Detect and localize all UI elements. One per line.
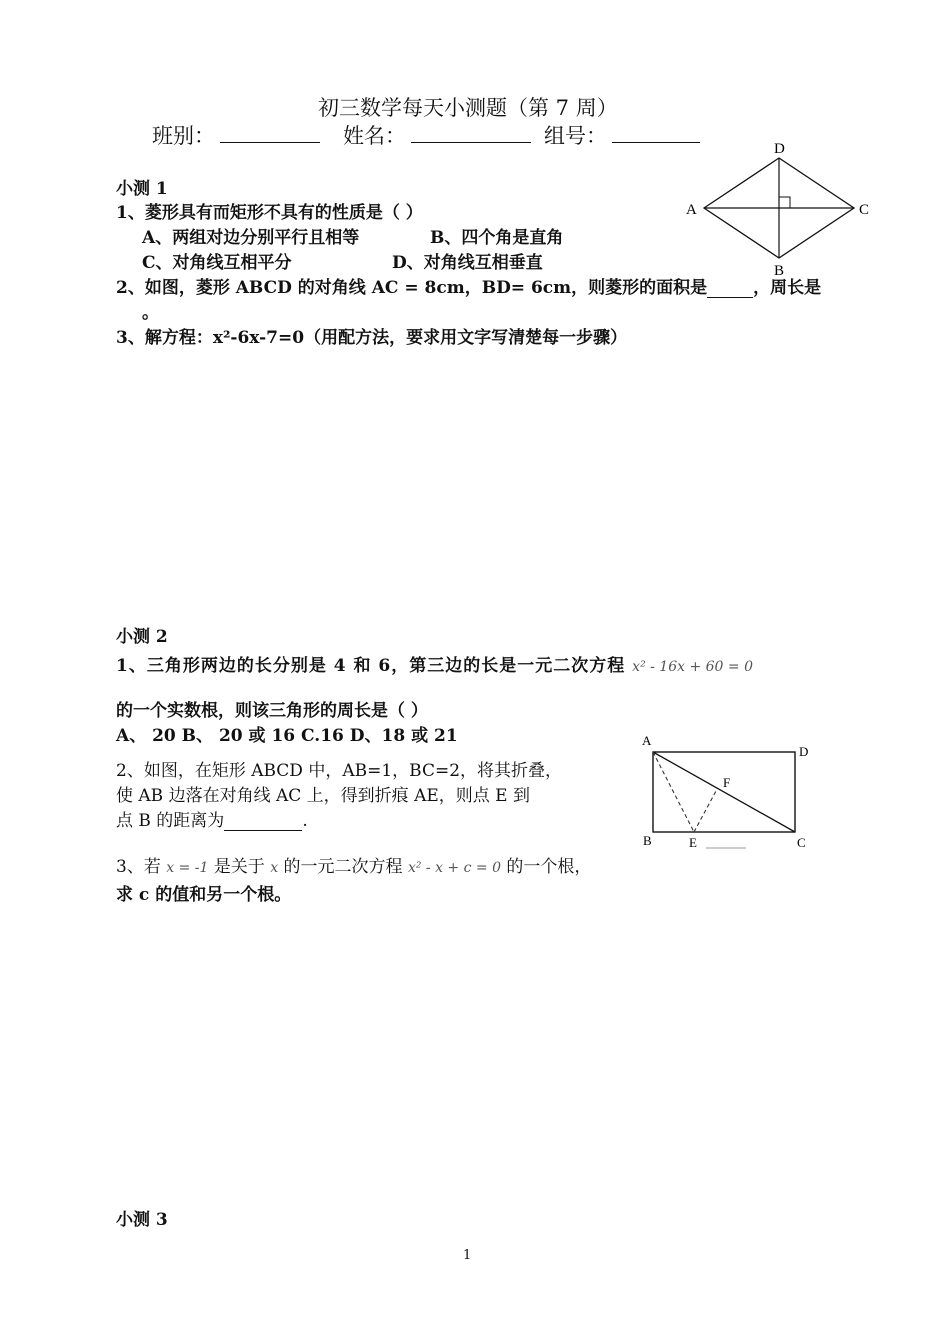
quiz2-q2-text: 点 B 的距离为 — [116, 811, 225, 831]
rect-label-e: E — [689, 835, 697, 850]
quiz2-q2-line2: 使 AB 边落在对角线 AC 上，得到折痕 AE，则点 E 到 — [116, 786, 530, 806]
rect-label-b: B — [643, 833, 652, 848]
quiz2-q3-line1 — [116, 852, 591, 877]
quiz2-q3-text-2: 是关于 — [213, 857, 265, 877]
quiz2-q2-line3 — [116, 806, 308, 831]
page-number: 1 — [463, 1248, 472, 1263]
rect-label-c: C — [797, 835, 806, 850]
fold-line-ef — [694, 791, 716, 832]
rect-label-f: F — [723, 775, 731, 790]
quiz2-q1 — [116, 651, 753, 676]
quiz2-q3-equation: x² - x + c = 0 — [407, 860, 501, 876]
quiz2-q1-line2: 的一个实数根，则该三角形的周长是（ ） — [116, 701, 428, 721]
quiz1-q1-option-a: A、两组对边分别平行且相等 — [142, 228, 360, 248]
quiz2-q3-text-3: 的一元二次方程 — [283, 857, 403, 877]
quiz1-q2-end: 。 — [142, 303, 159, 323]
quiz2-heading: 小测 2 — [116, 627, 168, 647]
rect-label-d: D — [799, 744, 809, 759]
quiz2-q1-equation: x² - 16x + 60 = 0 — [632, 659, 754, 675]
quiz2-q3-root: x = -1 — [166, 860, 209, 876]
quiz1-q1-option-c: C、对角线互相平分 — [142, 253, 292, 273]
rect-label-a: A — [642, 733, 652, 748]
quiz2-q2-end: . — [302, 811, 308, 831]
page-title: 初三数学每天小测题（第 7 周） — [318, 96, 618, 120]
label-c: C — [859, 202, 870, 218]
right-angle-mark — [779, 197, 790, 208]
diagonal-ac-line — [653, 752, 795, 832]
quiz2-q1-options: A、 20 B、 20 或 16 C.16 D、18 或 21 — [116, 726, 458, 746]
label-a: A — [686, 202, 697, 218]
class-blank[interactable] — [220, 124, 320, 143]
quiz2-q1-text: 1、三角形两边的长分别是 4 和 6，第三边的长是一元二次方程 — [116, 656, 626, 676]
quiz2-q2-line1: 2、如图，在矩形 ABCD 中，AB=1，BC=2，将其折叠， — [116, 761, 563, 781]
quiz2-q3-var: x — [270, 860, 279, 876]
rhombus-figure — [680, 136, 880, 286]
quiz1-q1-option-b: B、四个角是直角 — [430, 228, 564, 248]
name-blank[interactable] — [411, 124, 531, 143]
quiz2-q3-line2: 求 c 的值和另一个根。 — [116, 885, 292, 905]
distance-blank[interactable] — [224, 813, 302, 831]
quiz1-heading: 小测 1 — [116, 179, 168, 199]
quiz1-q1-option-d: D、对角线互相垂直 — [392, 253, 543, 273]
quiz1-q3: 3、解方程：x²-6x-7=0（用配方法，要求用文字写清楚每一步骤） — [116, 328, 628, 348]
label-d: D — [774, 141, 785, 157]
quiz1-q2-text: 2、如图，菱形 ABCD 的对角线 AC = 8cm，BD= 6cm，则菱形的面积是 — [116, 278, 708, 298]
quiz1-q2-text-2: ，周长是 — [753, 278, 822, 298]
class-label: 班别： — [152, 124, 215, 148]
quiz2-q3-text-1: 3、若 — [116, 857, 161, 877]
label-b: B — [774, 263, 785, 279]
quiz3-heading: 小测 3 — [116, 1210, 168, 1230]
rectangle-figure — [636, 728, 821, 858]
quiz1-q1: 1、菱形具有而矩形不具有的性质是（ ） — [116, 203, 423, 223]
name-label: 姓名： — [343, 124, 406, 148]
quiz2-q3-text-4: 的一个根， — [506, 857, 592, 877]
group-label: 组号： — [544, 124, 607, 148]
